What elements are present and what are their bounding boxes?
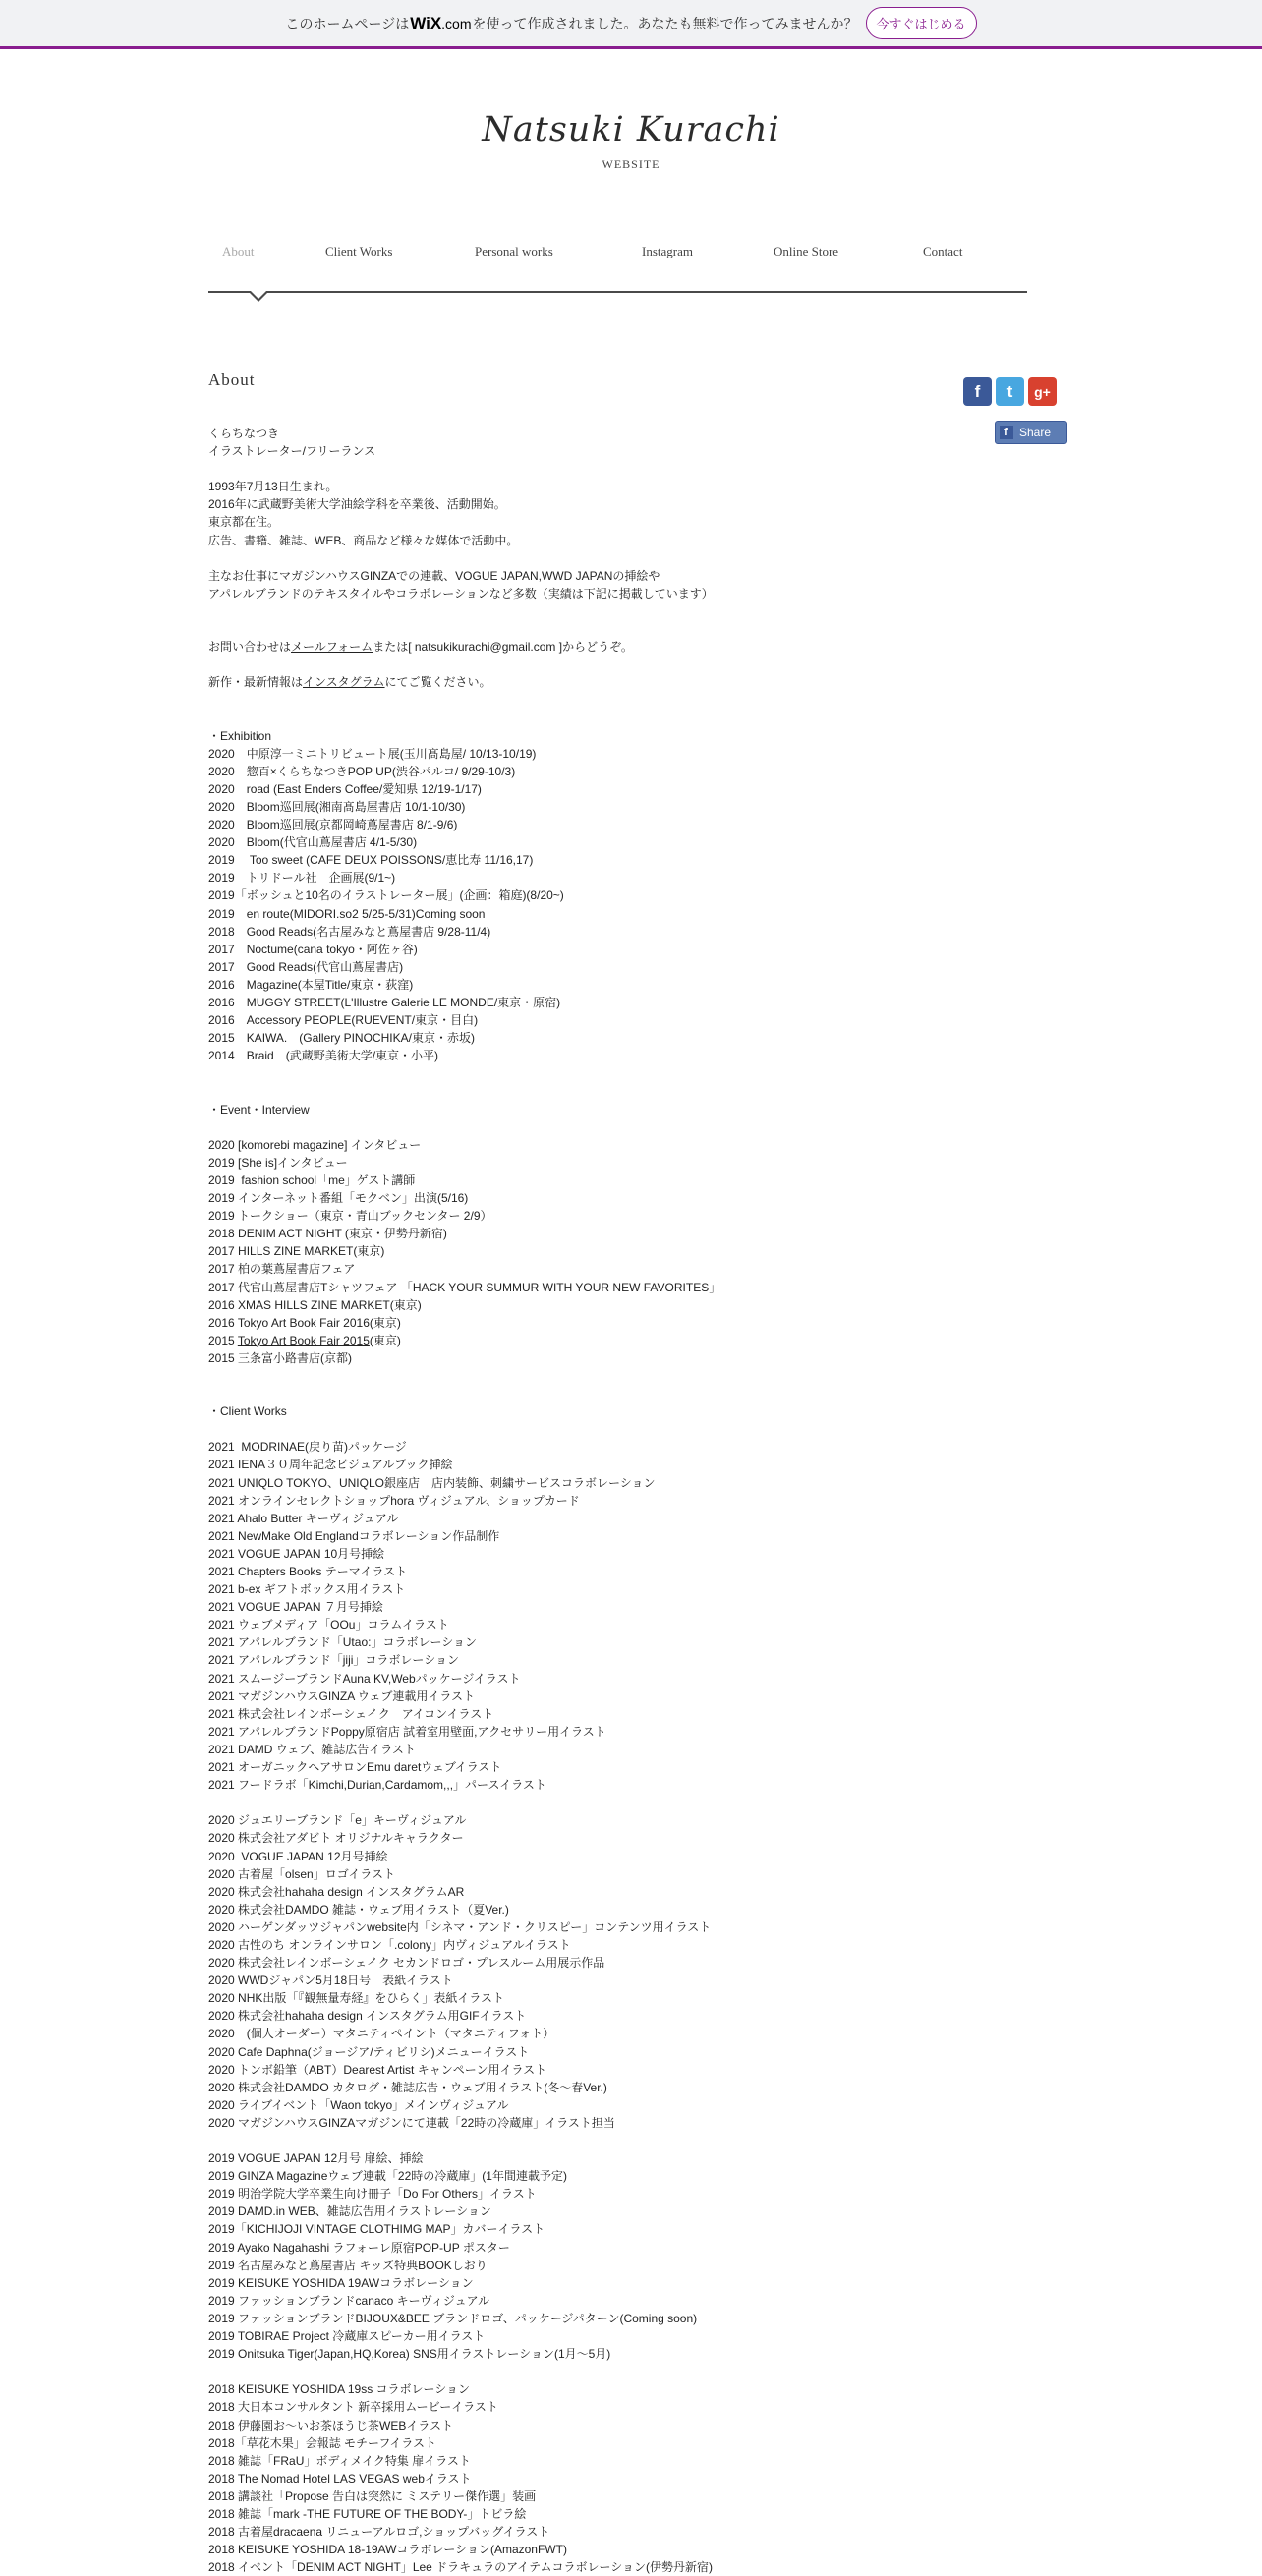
list-item: 2020 株式会社hahaha design インスタグラム用GIFイラスト: [208, 2009, 527, 2024]
wix-logo-suffix: .com: [441, 15, 472, 31]
list-item: 東京都在住。: [208, 515, 280, 530]
list-item: 2019「ボッシュと10名のイラストレーター展」(企画：箱庭)(8/20~): [208, 888, 564, 903]
list-item: 2021 株式会社レインボーシェイク アイコンイラスト: [208, 1706, 494, 1721]
page-title: About: [208, 371, 256, 389]
list-item: 2017 柏の葉蔦屋書店フェア: [208, 1262, 356, 1277]
wix-banner-text-before: このホームページは: [285, 15, 410, 31]
list-item: 2020 [komorebi magazine] インタビュー: [208, 1137, 422, 1152]
list-item: 2019 [She is]インタビュー: [208, 1155, 348, 1170]
google-plus-icon[interactable]: g+: [1028, 377, 1057, 406]
contact-line: [208, 638, 1073, 656]
wix-banner-text-after: を使って作成されました。あなたも無料で作ってみませんか？: [472, 15, 858, 31]
nav-item-online-store[interactable]: Online Store: [774, 244, 839, 258]
wix-logo-text: WiX: [410, 13, 442, 32]
list-item: 2021 UNIQLO TOKYO、UNIQLO銀座店 店内装飾、刺繍サービスコラボレーション: [208, 1475, 656, 1490]
nav-divider: [208, 291, 1027, 293]
list-item: 2020 古性のち オンラインサロン「.colony」内ヴィジュアルイラスト: [208, 1937, 571, 1952]
list-item: 広告、書籍、雑誌、WEB、商品など様々な媒体で活動中。: [208, 533, 519, 547]
news-suffix: にてご覧ください。: [384, 675, 491, 690]
list-item: 2021 MODRINAE(戻り苗)パッケージ: [208, 1440, 407, 1455]
about-content: [208, 425, 1073, 2576]
list-item: [208, 602, 1073, 620]
list-item: 2020 中原淳一ミニトリビュート展(玉川髙島屋/ 10/13-10/19): [208, 746, 537, 761]
list-item: イラストレーター/フリーランス: [208, 444, 376, 459]
list-item: 2018 講談社「Propose 告白は突然に ミステリー傑作選」装画: [208, 2489, 537, 2503]
nav-item-about[interactable]: About: [222, 244, 255, 258]
list-item: 2021 アパレルブランドPoppy原宿店 試着室用壁面,アクセサリー用イラスト: [208, 1724, 606, 1739]
list-item: 2020 ハーゲンダッツジャパンwebsite内「シネマ・アンド・クリスピー」コンテンツ用イラスト: [208, 1919, 712, 1934]
list-item: 2019 ファッションブランドBIJOUX&BEE ブランドロゴ、パッケージパターン(Coming soon): [208, 2311, 698, 2325]
list-item: 2021 Ahalo Butter キーヴィジュアル: [208, 1511, 399, 1525]
list-item: 2018 Good Reads(名古屋みなと蔦屋書店 9/28-11/4): [208, 924, 491, 939]
list-item: 2016年に武蔵野美術大学油絵学科を卒業後、活動開始。: [208, 497, 506, 512]
list-item: 2018 大日本コンサルタント 新卒採用ムービーイラスト: [208, 2400, 498, 2415]
list-item: 2019 GINZA Magazineウェブ連載「22時の冷蔵庫」(1年間連載予定): [208, 2169, 567, 2184]
list-item: 2020 ジュエリーブランド「e」キーヴィジュアル: [208, 1813, 467, 1828]
event-heading: ・Event・Interview: [208, 1102, 310, 1116]
list-item: 2019 VOGUE JAPAN 12月号 扉絵、挿絵: [208, 2151, 424, 2166]
list-item: 2019 Ayako Nagahashi ラフォーレ原宿POP-UP ポスター: [208, 2240, 510, 2255]
instagram-link[interactable]: インスタグラム: [303, 675, 385, 690]
list-item: 2019 Too sweet (CAFE DEUX POISSONS/恵比寿 11/16,17): [208, 853, 534, 868]
client-works-2021: [208, 1438, 1073, 1794]
news-line: [208, 673, 1073, 691]
list-item: 2020 株式会社DAMDO 雑誌・ウェブ用イラスト（夏Ver.): [208, 1902, 509, 1917]
share-label: Share: [1019, 426, 1052, 439]
exhibition-heading: ・Exhibition: [208, 728, 272, 743]
event-year: 2015: [208, 1333, 238, 1347]
list-item: 2019 名古屋みなと蔦屋書店 キッズ特典BOOKしおり: [208, 2258, 488, 2272]
contact-email-text: または[ natsukikurachi@gmail.com ]からどうぞ。: [373, 640, 633, 655]
list-item: 2020 (個人オーダー）マタニティペイント（マタニティフォト）: [208, 2027, 555, 2041]
list-item: 2020 株式会社DAMDO カタログ・雑誌広告・ウェブ用イラスト(冬〜春Ver.): [208, 2080, 607, 2094]
active-page-indicator: [249, 292, 268, 302]
list-item: 2020 古着屋「olsen」ロゴイラスト: [208, 1866, 395, 1881]
list-item: 2020 VOGUE JAPAN 12月号挿絵: [208, 1849, 388, 1863]
list-item: 2019 トークショー（東京・青山ブックセンター 2/9）: [208, 1209, 492, 1224]
list-item: 2018 KEISUKE YOSHIDA 19ss コラボレーション: [208, 2382, 471, 2397]
list-item: [208, 620, 1073, 638]
nav-item-contact[interactable]: Contact: [923, 244, 963, 258]
wix-ad-banner: [0, 0, 1262, 49]
list-item: 2019 fashion school「me」ゲスト講師: [208, 1173, 416, 1187]
list-item: 2019 インターネット番組「モクベン」出演(5/16): [208, 1191, 469, 1206]
list-item: 2019 Onitsuka Tiger(Japan,HQ,Korea) SNS用イラストレーション(1月〜5月): [208, 2347, 611, 2362]
list-item: 2020 株式会社レインボーシェイク セカンドロゴ・プレスルーム用展示作品: [208, 1956, 605, 1971]
social-buttons: [963, 377, 1057, 406]
list-item: 2019 ファッションブランドcanaco キーヴィジュアル: [208, 2293, 490, 2308]
client-works-2020: [208, 1811, 1073, 2132]
list-item: 2019 TOBIRAE Project 冷蔵庫スピーカー用イラスト: [208, 2329, 486, 2344]
list-item: 2020 Bloom巡回展(湘南髙島屋書店 10/1-10/30): [208, 799, 466, 814]
list-item: 2018 DENIM ACT NIGHT (東京・伊勢丹新宿): [208, 1227, 447, 1241]
list-item: [208, 549, 1073, 567]
list-item: 2021 IENA３０周年記念ビジュアルブック挿絵: [208, 1458, 453, 1472]
twitter-icon[interactable]: t: [996, 377, 1024, 406]
list-item: 1993年7月13日生まれ。: [208, 480, 338, 494]
mail-form-link[interactable]: メールフォーム: [291, 640, 373, 655]
list-item: 2016 XMAS HILLS ZINE MARKET(東京): [208, 1297, 422, 1312]
nav-item-personal-works[interactable]: Personal works: [475, 244, 553, 258]
list-item: 2020 トンボ鉛筆（ABT）Dearest Artist キャンペーン用イラスト: [208, 2062, 547, 2077]
list-item: 2016 Magazine(本屋Title/東京・荻窪): [208, 977, 414, 992]
list-item: 2019 KEISUKE YOSHIDA 19AWコラボレーション: [208, 2275, 474, 2290]
event-list: [208, 1136, 1073, 1332]
wix-logo[interactable]: [410, 14, 471, 33]
list-item: 2019 トリドール社 企画展(9/1~): [208, 871, 396, 886]
list-item: 2018 The Nomad Hotel LAS VEGAS webイラスト: [208, 2471, 472, 2486]
contact-prefix: お問い合わせは: [208, 640, 292, 655]
list-item: 2020 Bloom(代官山蔦屋書店 4/1-5/30): [208, 835, 418, 850]
client-works-2019: [208, 2149, 1073, 2363]
list-item: くらちなつき: [208, 427, 280, 440]
list-item: 2020 road (East Enders Coffee/愛知県 12/19-1/17): [208, 781, 482, 796]
list-item: [208, 1332, 1073, 1349]
list-item: 2020 惣百×くらちなつきPOP UP(渋谷パルコ/ 9/29-10/3): [208, 764, 516, 778]
list-item: 2017 HILLS ZINE MARKET(東京): [208, 1244, 385, 1259]
list-item: 2021 フードラボ「Kimchi,Durian,Cardamom,,,」パースイラスト: [208, 1778, 546, 1793]
list-item: 2019 DAMD.in WEB、雑誌広告用イラストレーション: [208, 2204, 491, 2219]
client-works-heading: ・Client Works: [208, 1404, 287, 1419]
list-item: 2018 伊藤園お〜いお茶ほうじ茶WEBイラスト: [208, 2418, 454, 2433]
list-item: 2020 ライブイベント「Waon tokyo」メインヴィジュアル: [208, 2097, 509, 2112]
facebook-small-icon: f: [1000, 426, 1013, 439]
list-item: 2020 Cafe Daphna(ジョージア/ティビリシ)メニューイラスト: [208, 2044, 530, 2059]
exhibition-list: [208, 745, 1073, 1065]
list-item: 2016 Tokyo Art Book Fair 2016(東京): [208, 1315, 401, 1330]
list-item: 2020 マガジンハウスGINZAマガジンにて連載「22時の冷蔵庫」イラスト担当: [208, 2115, 615, 2130]
list-item: 2019 en route(MIDORI.so2 5/25-5/31)Coming soon: [208, 906, 486, 921]
list-item: 2018 雑誌「mark -THE FUTURE OF THE BODY-」トビラ絵: [208, 2506, 527, 2521]
main-nav: [208, 236, 1027, 295]
site-title[interactable]: Natsuki Kurachi: [482, 110, 780, 149]
list-item: 2018 雑誌「FRaU」ボディメイク特集 扉イラスト: [208, 2453, 471, 2468]
nav-item-instagram[interactable]: Instagram: [642, 244, 693, 258]
news-prefix: 新作・最新情報は: [208, 675, 304, 690]
list-item: 2017 代官山蔦屋書店Tシャツフェア 「HACK YOUR SUMMUR WITH YOUR NEW FAVORITES」: [208, 1280, 721, 1294]
list-item: 2021 ウェブメディア「OOu」コラムイラスト: [208, 1618, 449, 1632]
client-works-2018: [208, 2380, 1073, 2576]
list-item: 2019 明治学院大学卒業生向け冊子「Do For Others」イラスト: [208, 2187, 537, 2202]
list-item: 2021 b-ex ギフトボックス用イラスト: [208, 1582, 406, 1597]
list-item: 2021 マガジンハウスGINZA ウェブ連載用イラスト: [208, 1689, 476, 1703]
list-item: 2018 イベント「DENIM ACT NIGHT」Lee ドラキュラのアイテムコラボレーション(伊勢丹新宿): [208, 2560, 714, 2575]
list-item: 2020 WWDジャパン5月18日号 表紙イラスト: [208, 1974, 453, 1988]
site-subtitle: WEBSITE: [602, 157, 660, 171]
list-item: 2021 NewMake Old Englandコラボレーション作品制作: [208, 1528, 500, 1543]
list-item: 2015 三条富小路書店(京都): [208, 1350, 353, 1365]
list-item: 2015 KAIWA. (Gallery PINOCHIKA/東京・赤坂): [208, 1031, 475, 1046]
list-item: 2016 MUGGY STREET(L'Illustre Galerie LE MONDE/東京・原宿): [208, 996, 561, 1009]
list-item: 2021 VOGUE JAPAN 10月号挿絵: [208, 1546, 385, 1561]
list-item: 2017 Noctume(cana tokyo・阿佐ヶ谷): [208, 942, 418, 956]
list-item: 2021 DAMD ウェブ、雑誌広告イラスト: [208, 1742, 416, 1756]
profile-block: [208, 425, 1073, 638]
list-item: 2020 株式会社アダビト オリジナルキャラクター: [208, 1831, 464, 1846]
list-item: 2018 古着屋dracaena リニューアルロゴ,ショップバッグイラスト: [208, 2525, 550, 2540]
list-item: 2018「草花木果」会報誌 モチーフイラスト: [208, 2435, 436, 2450]
list-item: アパレルブランドのテキスタイルやコラボレーションなど多数（実績は下記に掲載しています）: [208, 586, 714, 601]
list-item: 2021 スムージーブランドAuna KV,Webパッケージイラスト: [208, 1671, 521, 1686]
list-item: 2021 アパレルブランド「Utao:」コラボレーション: [208, 1635, 477, 1650]
list-item: 2021 オンラインセレクトショップhora ヴィジュアル、ショップカード: [208, 1493, 580, 1508]
list-item: 2018 KEISUKE YOSHIDA 18-19AWコラボレーション(AmazonFWT): [208, 2543, 567, 2557]
list-item: [208, 460, 1073, 478]
tokyo-art-book-fair-2015-link[interactable]: Tokyo Art Book Fair 2015: [237, 1333, 370, 1347]
facebook-icon[interactable]: f: [963, 377, 992, 406]
list-item: 2021 VOGUE JAPAN ７月号挿絵: [208, 1600, 383, 1615]
list-item: 2014 Braid (武蔵野美術大学/東京・小平): [208, 1049, 439, 1063]
list-item: 2017 Good Reads(代官山蔦屋書店): [208, 959, 404, 974]
list-item: 2019「KICHIJOJI VINTAGE CLOTHIMG MAP」カバーイラスト: [208, 2222, 545, 2237]
list-item: 2020 NHK出版「『観無量寿経』をひらく」表紙イラスト: [208, 1991, 505, 2006]
nav-item-client-works[interactable]: Client Works: [325, 244, 393, 258]
start-now-button[interactable]: 今すぐはじめる: [866, 7, 977, 39]
list-item: 2021 Chapters Books テーマイラスト: [208, 1565, 408, 1578]
list-item: 2016 Accessory PEOPLE(RUEVENT/東京・目白): [208, 1013, 479, 1028]
list-item: 2020 Bloom巡回展(京都岡崎蔦屋書店 8/1-9/6): [208, 818, 458, 832]
event-suffix: (東京): [369, 1333, 401, 1347]
list-item: 2021 オーガニックヘアサロンEmu daretウェブイラスト: [208, 1760, 502, 1775]
list-item: 2020 株式会社hahaha design インスタグラムAR: [208, 1884, 465, 1899]
list-item: 主なお仕事にマガジンハウスGINZAでの連載、VOGUE JAPAN,WWD JAPANの挿絵や: [208, 568, 660, 583]
list-item: 2021 アパレルブランド「jiji」コラボレーション: [208, 1653, 459, 1668]
